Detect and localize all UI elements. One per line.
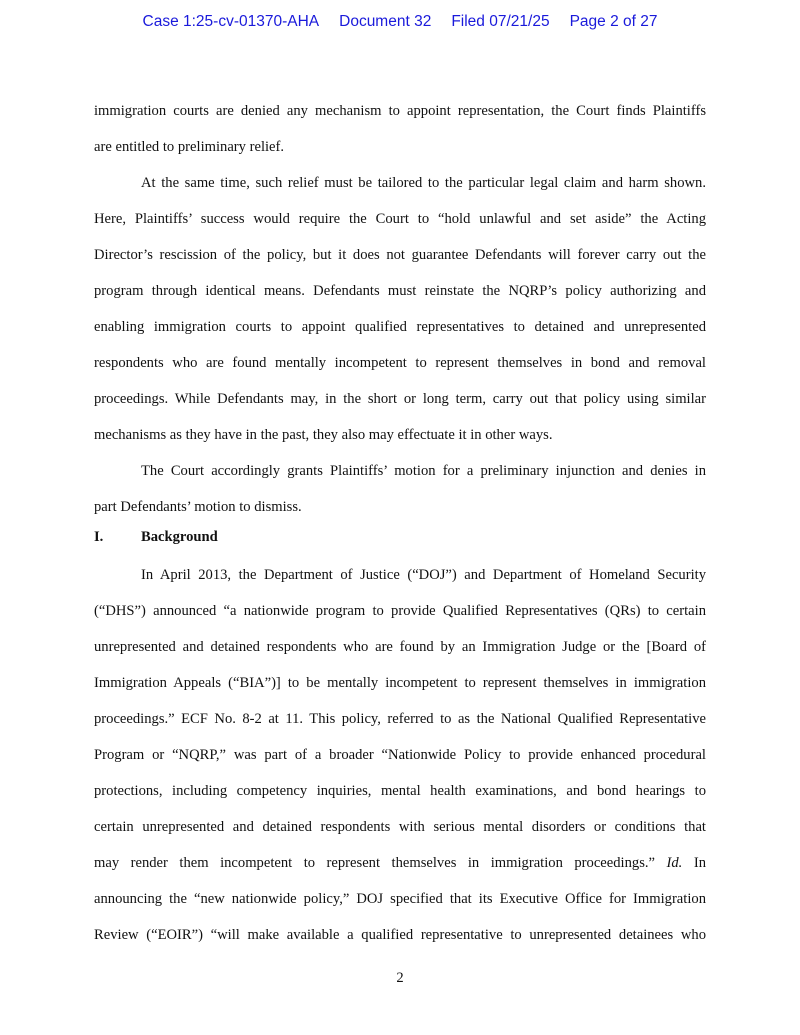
text-line: The Court accordingly grants Plaintiffs’ motion for a preliminary injunction and denies in: [141, 463, 706, 479]
text-line: (“DHS”) announced “a nationwide program to provide Qualified Representatives (QRs) to certain: [94, 603, 706, 619]
text-line: announcing the “new nationwide policy,” DOJ specified that its Executive Office for Immigration: [94, 891, 706, 907]
text-line: Immigration Appeals (“BIA”)] to be mentally incompetent to represent themselves in immigration: [94, 675, 706, 691]
text-line: At the same time, such relief must be tailored to the particular legal claim and harm shown.: [141, 175, 706, 191]
text-line: In April 2013, the Department of Justice (“DOJ”) and Department of Homeland Security: [141, 567, 706, 583]
case-number: Case 1:25-cv-01370-AHA: [142, 13, 320, 30]
text-line: mechanisms as they have in the past, they also may effectuate it in other ways.: [94, 427, 553, 443]
paragraph-conclusion: [94, 453, 706, 525]
text-segment: may render them incompetent to represent themselves in immigration proceedings.”: [94, 855, 656, 871]
paragraph-intro: [94, 93, 706, 165]
text-line: Program or “NQRP,” was part of a broader “Nationwide Policy to provide enhanced procedural: [94, 747, 706, 763]
filed-date: Filed 07/21/25: [451, 13, 550, 30]
text-line: unrepresented and detained respondents who are found by an Immigration Judge or the [Board of: [94, 639, 706, 655]
text-line: Director’s rescission of the policy, but it does not guarantee Defendants will forever carry out the: [94, 247, 706, 263]
text-line: program through identical means. Defendants must reinstate the NQRP’s policy authorizing and: [94, 283, 706, 299]
document-body: [94, 93, 706, 953]
text-line: certain unrepresented and detained respondents with serious mental disorders or conditions that: [94, 819, 706, 835]
section-title: Background: [141, 529, 218, 545]
text-line: protections, including competency inquiries, mental health examinations, and bond hearings to: [94, 783, 706, 799]
text-line: are entitled to preliminary relief.: [94, 139, 285, 155]
text-line: Here, Plaintiffs’ success would require the Court to “hold unlawful and set aside” the Acting: [94, 211, 706, 227]
id-citation: Id.: [666, 855, 683, 871]
document-number: Document 32: [339, 13, 432, 30]
text-line: part Defendants’ motion to dismiss.: [94, 499, 302, 515]
page-of-pages: Page 2 of 27: [569, 13, 658, 30]
text-line-with-citation: [94, 845, 706, 881]
text-segment: In: [693, 855, 706, 871]
paragraph-background: [94, 557, 706, 953]
section-heading: [94, 525, 706, 557]
text-line: Review (“EOIR”) “will make available a qualified representative to unrepresented detainees who: [94, 927, 706, 943]
ecf-header: [0, 13, 800, 31]
section-number: I.: [94, 529, 104, 545]
page-number: 2: [396, 970, 404, 986]
paragraph-tailoring: [94, 165, 706, 453]
text-line: enabling immigration courts to appoint qualified representatives to detained and unrepresented: [94, 319, 706, 335]
text-line: proceedings. While Defendants may, in the short or long term, carry out that policy using similar: [94, 391, 706, 407]
text-line: immigration courts are denied any mechanism to appoint representation, the Court finds Plaintiffs: [94, 103, 706, 119]
text-line: proceedings.” ECF No. 8-2 at 11. This policy, referred to as the National Qualified Representative: [94, 711, 706, 727]
text-line: respondents who are found mentally incompetent to represent themselves in bond and removal: [94, 355, 706, 371]
